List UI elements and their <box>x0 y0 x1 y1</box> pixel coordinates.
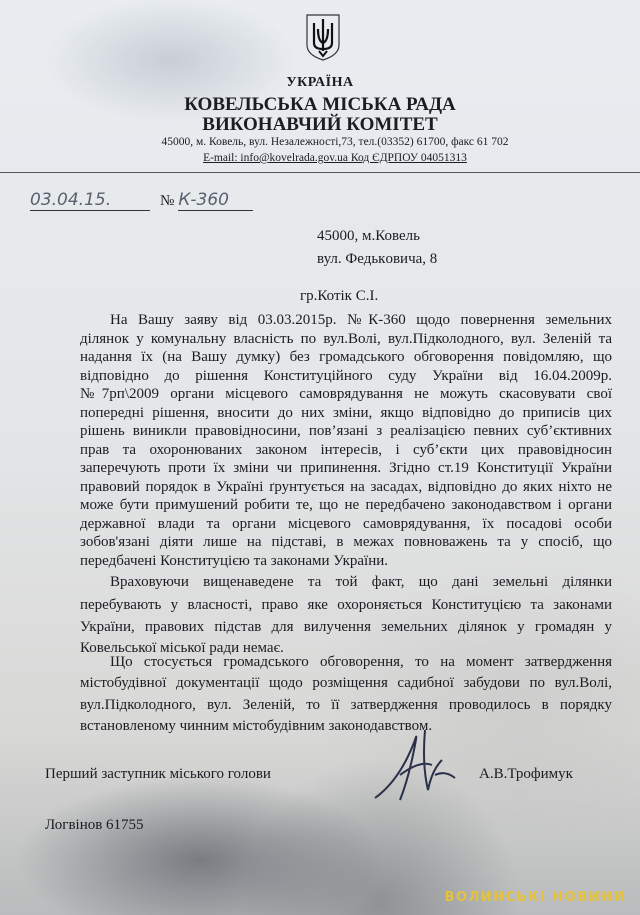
body-line: зобов'язані діяти лише на підставі, в межах повноважень та у спосіб, що <box>80 534 612 550</box>
body-line: може бути примушений робити те, що не передбачено законодавством і органи <box>80 497 612 513</box>
body-line: України, правових підстав для вилучення земельних ділянок у громадян у <box>80 619 612 635</box>
body-line: Враховуючи вищенаведене та той факт, що дані земельні ділянки <box>110 574 612 590</box>
body-line: Що стосується громадського обговорення, то на момент затвердження <box>110 654 612 670</box>
body-line: перебувають у власності, право яке охороняється Конституцією та законами <box>80 597 612 613</box>
body-line: вул.Підколодного, вул. Зеленій, то її затвердження проводилось в порядку <box>80 697 612 713</box>
body-line: прав та охоронюваних законом інтересів, і суб’єкти цих правовідносин <box>80 442 612 458</box>
country-heading: УКРАЇНА <box>286 75 354 90</box>
body-line: попередні рішення, вносити до них зміни, якщо відповідно до приписів цих <box>80 405 612 421</box>
organization-line-2: ВИКОНАВЧИЙ КОМІТЕТ <box>202 114 438 135</box>
body-line: правовий порядок в Україні ґрунтується на засадах, відповідно до яких ніхто не <box>80 479 612 495</box>
body-line: відповідно до рішення Конституційного суду України від 16.04.2009р. <box>80 368 612 384</box>
organization-name <box>0 95 640 135</box>
recipient-city: 45000, м.Ковель <box>317 228 420 244</box>
body-line: встановленому чинним містобудівним законодавством. <box>80 718 433 734</box>
ukraine-trident-coat-of-arms-icon <box>305 13 341 61</box>
organization-contacts: E-mail: info@kovelrada.gov.ua Код ЄДРПОУ 04051313 <box>203 152 467 164</box>
body-line: рішень виникли правовідносини, пов’язані з реалізацією певних суб’єктивних <box>80 423 612 439</box>
body-line: Ковельської міської ради немає. <box>80 640 284 656</box>
signatory-name: А.В.Трофимук <box>479 766 573 782</box>
body-line: передбачені Конституцією та законами України. <box>80 553 389 569</box>
body-line: ділянок у комунальну власність по вул.Волі, вул.Підколодного, вул. Зеленій та <box>80 331 612 347</box>
recipient-name: гр.Котік С.І. <box>300 288 379 304</box>
recipient-street: вул. Федькoвича, 8 <box>317 251 438 267</box>
body-line: державної влади та органи місцевого самоврядування, їх посадові особи <box>80 516 612 532</box>
reference-number: К-360 <box>178 190 253 211</box>
body-line: На Вашу заяву від 03.03.2015р. №К-360 щодо повернення земельних <box>110 312 612 328</box>
organization-line-1: КОВЕЛЬСЬКА МІСЬКА РАДА <box>184 94 456 115</box>
body-line: містобудівної документації щодо розміщення садибної забудови по вул.Волі, <box>80 675 612 691</box>
reference-line <box>30 190 253 211</box>
signatory-position: Перший заступник міського голови <box>45 766 271 782</box>
handwritten-signature <box>370 720 460 810</box>
letterhead-divider <box>0 172 640 173</box>
reference-number-label: № <box>160 193 175 209</box>
body-line: №7рп\2009 органи місцевого самоврядування не можуть скасовувати свої <box>80 386 612 402</box>
executor-info: Логвінов 61755 <box>45 817 144 833</box>
reference-date: 03.04.15. <box>30 190 150 211</box>
body-line: надання їх (на Вашу думку) без громадського обговорення повідомляю, що <box>80 349 612 365</box>
watermark-logo: ВОЛИНСЬКІ НОВИНИ <box>444 890 626 905</box>
body-line: заперечують проти їх зміни чи припинення. Згідно ст.19 Конституції України <box>80 460 612 476</box>
organization-address: 45000, м. Ковель, вул. Незалежності,73, тел.(03352) 61700, факс 61 702 <box>161 136 509 148</box>
